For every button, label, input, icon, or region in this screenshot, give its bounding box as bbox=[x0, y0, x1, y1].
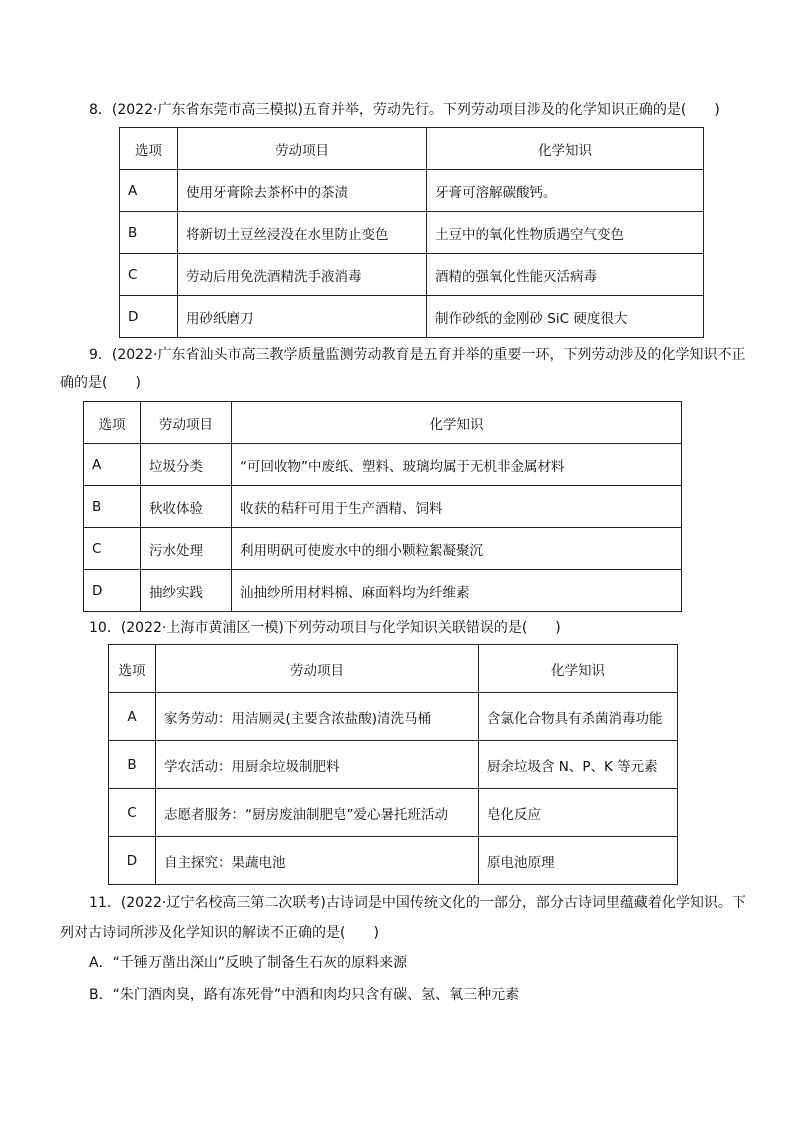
knowledge-cell: 土豆中的氧化性物质遇空气变色 bbox=[427, 212, 704, 254]
option-cell: B bbox=[109, 741, 156, 789]
table-row bbox=[84, 486, 682, 528]
activity-cell: 劳动后用免洗酒精洗手液消毒 bbox=[178, 254, 427, 296]
knowledge-cell: 汕抽纱所用材料棉、麻面料均为纤维素 bbox=[232, 570, 682, 612]
question-8-stem: 8．(2022·广东省东莞市高三模拟)五育并举，劳动先行。下列劳动项目涉及的化学知识正确的是( ) bbox=[89, 102, 720, 118]
option-cell: A bbox=[120, 170, 178, 212]
header-cell: 选项 bbox=[84, 402, 141, 444]
question-9-table bbox=[83, 401, 682, 612]
knowledge-cell: “可回收物”中废纸、塑料、玻璃均属于无机非金属材料 bbox=[232, 444, 682, 486]
table-row bbox=[120, 212, 704, 254]
activity-cell: 家务劳动：用洁厕灵(主要含浓盐酸)清洗马桶 bbox=[156, 693, 479, 741]
header-cell: 劳动项目 bbox=[156, 645, 479, 693]
activity-cell: 垃圾分类 bbox=[141, 444, 232, 486]
knowledge-cell: 收获的秸秆可用于生产酒精、饲料 bbox=[232, 486, 682, 528]
knowledge-cell: 制作砂纸的金刚砂 SiC 硬度很大 bbox=[427, 296, 704, 338]
table-row bbox=[84, 528, 682, 570]
activity-cell: 抽纱实践 bbox=[141, 570, 232, 612]
question-11-option-b: B．“朱门酒肉臭，路有冻死骨”中酒和肉均只含有碳、氢、氧三种元素 bbox=[89, 987, 520, 1003]
option-cell: D bbox=[120, 296, 178, 338]
activity-cell: 使用牙膏除去茶杯中的茶渍 bbox=[178, 170, 427, 212]
table-header-row bbox=[120, 128, 704, 170]
activity-cell: 用砂纸磨刀 bbox=[178, 296, 427, 338]
table-row bbox=[120, 296, 704, 338]
activity-cell: 学农活动：用厨余垃圾制肥料 bbox=[156, 741, 479, 789]
knowledge-cell: 酒精的强氧化性能灭活病毒 bbox=[427, 254, 704, 296]
activity-cell: 将新切土豆丝浸没在水里防止变色 bbox=[178, 212, 427, 254]
activity-cell: 秋收体验 bbox=[141, 486, 232, 528]
activity-cell: 污水处理 bbox=[141, 528, 232, 570]
knowledge-cell: 原电池原理 bbox=[479, 837, 678, 885]
question-10-table bbox=[108, 644, 678, 885]
header-cell: 化学知识 bbox=[479, 645, 678, 693]
table-row bbox=[84, 444, 682, 486]
question-11-stem-line-1: 11．(2022·辽宁名校高三第二次联考)古诗词是中国传统文化的一部分，部分古诗词里蕴藏着化学知识。下 bbox=[89, 895, 746, 911]
knowledge-cell: 利用明矾可使废水中的细小颗粒絮凝聚沉 bbox=[232, 528, 682, 570]
option-cell: C bbox=[109, 789, 156, 837]
header-cell: 劳动项目 bbox=[141, 402, 232, 444]
option-cell: A bbox=[84, 444, 141, 486]
question-9-stem-line-2: 确的是( ) bbox=[60, 375, 141, 391]
header-cell: 选项 bbox=[120, 128, 178, 170]
table-header-row bbox=[84, 402, 682, 444]
table-header-row bbox=[109, 645, 678, 693]
question-11-option-a: A．“千锤万凿出深山”反映了制备生石灰的原料来源 bbox=[89, 955, 408, 971]
question-10-stem: 10．(2022·上海市黄浦区一模)下列劳动项目与化学知识关联错误的是( ) bbox=[89, 620, 561, 636]
activity-cell: 自主探究：果蔬电池 bbox=[156, 837, 479, 885]
table-row bbox=[109, 789, 678, 837]
table-row bbox=[109, 837, 678, 885]
table-row bbox=[120, 254, 704, 296]
header-cell: 化学知识 bbox=[232, 402, 682, 444]
table-row bbox=[109, 693, 678, 741]
table-row bbox=[120, 170, 704, 212]
activity-cell: 志愿者服务：“厨房废油制肥皂”爱心暑托班活动 bbox=[156, 789, 479, 837]
option-cell: A bbox=[109, 693, 156, 741]
option-cell: D bbox=[109, 837, 156, 885]
knowledge-cell: 含氯化合物具有杀菌消毒功能 bbox=[479, 693, 678, 741]
knowledge-cell: 皂化反应 bbox=[479, 789, 678, 837]
option-cell: B bbox=[120, 212, 178, 254]
option-cell: C bbox=[120, 254, 178, 296]
question-9-stem-line-1: 9．(2022·广东省汕头市高三教学质量监测劳动教育是五育并举的重要一环，下列劳动涉及的化学知识不正 bbox=[89, 347, 746, 363]
question-8-table bbox=[119, 127, 704, 338]
knowledge-cell: 厨余垃圾含 N、P、K 等元素 bbox=[479, 741, 678, 789]
table-row bbox=[109, 741, 678, 789]
header-cell: 化学知识 bbox=[427, 128, 704, 170]
option-cell: C bbox=[84, 528, 141, 570]
question-11-stem-line-2: 列对古诗词所涉及化学知识的解读不正确的是( ) bbox=[60, 925, 379, 941]
header-cell: 选项 bbox=[109, 645, 156, 693]
knowledge-cell: 牙膏可溶解碳酸钙。 bbox=[427, 170, 704, 212]
option-cell: B bbox=[84, 486, 141, 528]
header-cell: 劳动项目 bbox=[178, 128, 427, 170]
table-row bbox=[84, 570, 682, 612]
option-cell: D bbox=[84, 570, 141, 612]
